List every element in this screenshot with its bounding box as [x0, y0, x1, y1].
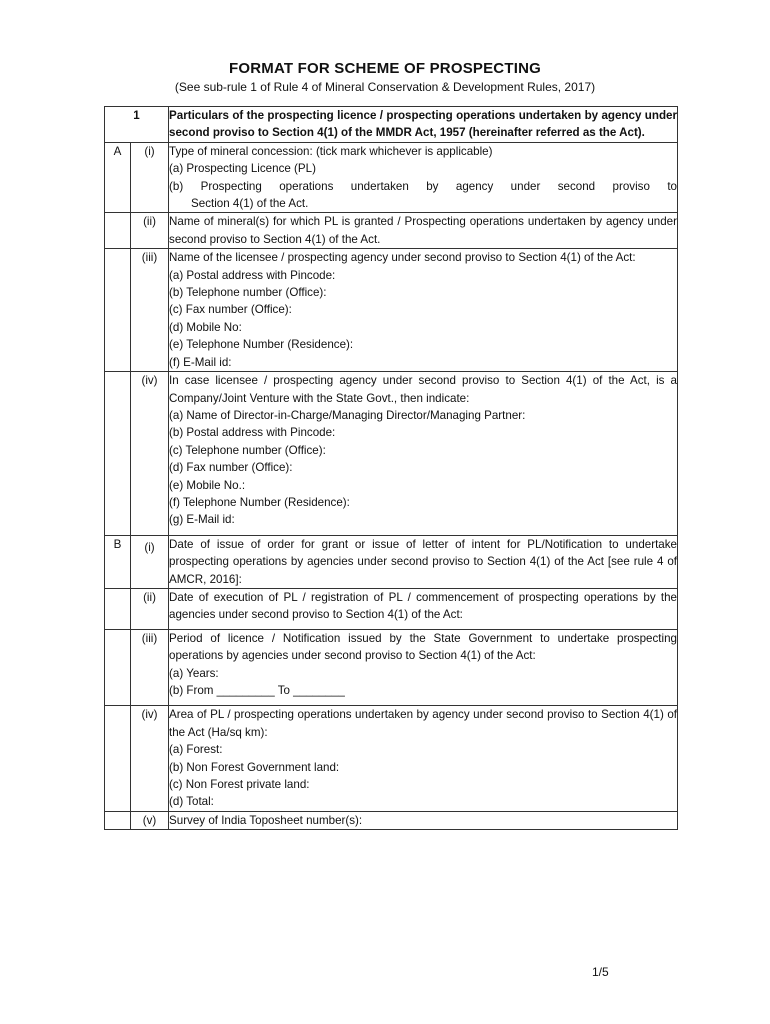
page-number: 1/5	[592, 965, 609, 979]
list-item: (d) Mobile No:	[169, 320, 242, 334]
header-row	[105, 107, 678, 143]
list-item: (d) Fax number (Office):	[169, 461, 293, 475]
licensee-details-text: Name of the licensee / prospecting agency under second proviso to Section 4(1) of the Act:	[169, 251, 636, 265]
list-item: (c) Telephone number (Office):	[169, 443, 326, 457]
area-text: Area of PL / prospecting operations undertaken by agency under second proviso to Section 4(1) of the Act (Ha/sq km):	[169, 708, 677, 739]
concession-option-a: (a) Prospecting Licence (PL)	[169, 162, 316, 176]
section-b-row-iii	[105, 629, 678, 706]
concession-option-b: (b) Prospecting operations undertaken by agency under second proviso to	[169, 179, 677, 193]
item-number: (iii)	[131, 249, 169, 372]
list-item: (b) Postal address with Pincode:	[169, 426, 336, 440]
licence-period-text: Period of licence / Notification issued by the State Government to undertake prospecting operations by agencies under second proviso to Section 4(1) of the Act:	[169, 631, 677, 663]
licensee-details-field	[169, 249, 678, 372]
concession-type-text: Type of mineral concession: (tick mark whichever is applicable)	[169, 144, 493, 158]
list-item: (f) Telephone Number (Residence):	[169, 495, 350, 509]
order-date-field: Date of issue of order for grant or issue of letter of intent for PL/Notification to undertake prospecting operations by agencies under second proviso to Section 4(1) of the Act [see rule 4 of AMCR, 2016]:	[169, 535, 678, 588]
company-details-text: In case licensee / prospecting agency under second proviso to Section 4(1) of the Act, is a Company/Joint Venture with the State Govt., then indicate:	[169, 374, 677, 405]
list-item: (c) Fax number (Office):	[169, 303, 292, 317]
list-item: (a) Name of Director-in-Charge/Managing Director/Managing Partner:	[169, 408, 526, 422]
list-item: (a) Postal address with Pincode:	[169, 268, 336, 282]
section-a-row-ii	[105, 213, 678, 249]
document-subtitle: (See sub-rule 1 of Rule 4 of Mineral Conservation & Development Rules, 2017)	[174, 80, 596, 94]
section-a-label: A	[105, 142, 131, 213]
item-number: (iv)	[131, 706, 169, 811]
section-a-row-iv	[105, 372, 678, 536]
area-field	[169, 706, 678, 811]
list-item: (a) Forest:	[169, 743, 223, 757]
section-a-row-iii	[105, 249, 678, 372]
concession-option-b-cont: Section 4(1) of the Act.	[191, 197, 309, 211]
item-number: (ii)	[131, 213, 169, 249]
section-b-row-i	[105, 535, 678, 588]
item-number: (iii)	[131, 629, 169, 706]
list-item: (b) Non Forest Government land:	[169, 760, 340, 774]
company-details-field	[169, 372, 678, 536]
list-item: (a) Years:	[169, 666, 219, 680]
item-number: (v)	[131, 811, 169, 829]
licence-period-field	[169, 629, 678, 706]
list-item: (d) Total:	[169, 795, 214, 809]
list-item: (b) From _________ To ________	[169, 684, 345, 697]
section-a-row-i	[105, 142, 678, 213]
section-b-row-v	[105, 811, 678, 829]
list-item: (c) Non Forest private land:	[169, 778, 310, 792]
header-text: Particulars of the prospecting licence / prospecting operations undertaken by agency under second proviso to Section 4(1) of the MMDR Act, 1957 (hereinafter referred as the Act).	[169, 107, 678, 143]
mineral-name-field: Name of mineral(s) for which PL is granted / Prospecting operations undertaken by agency under second proviso to Section 4(1) of the Act.	[169, 213, 678, 249]
list-item: (e) Mobile No.:	[169, 478, 246, 492]
section-b-row-iv	[105, 706, 678, 811]
section-b-label: B	[105, 535, 131, 588]
list-item: (g) E-Mail id:	[169, 513, 235, 527]
item-number: (iv)	[131, 372, 169, 536]
item-number: (i)	[131, 535, 169, 588]
section-b-row-ii	[105, 588, 678, 629]
item-number: (ii)	[131, 588, 169, 629]
execution-date-field: Date of execution of PL / registration of PL / commencement of prospecting operations by the agencies under second proviso to Section 4(1) of the Act:	[169, 588, 678, 629]
list-item: (e) Telephone Number (Residence):	[169, 338, 354, 352]
list-item: (f) E-Mail id:	[169, 355, 232, 369]
header-number: 1	[105, 107, 169, 143]
toposheet-field: Survey of India Toposheet number(s):	[169, 811, 678, 829]
prospecting-form-table	[104, 106, 678, 830]
list-item: (b) Telephone number (Office):	[169, 286, 327, 300]
document-title: FORMAT FOR SCHEME OF PROSPECTING	[229, 60, 541, 77]
concession-type-field	[169, 142, 678, 213]
item-number: (i)	[131, 142, 169, 213]
